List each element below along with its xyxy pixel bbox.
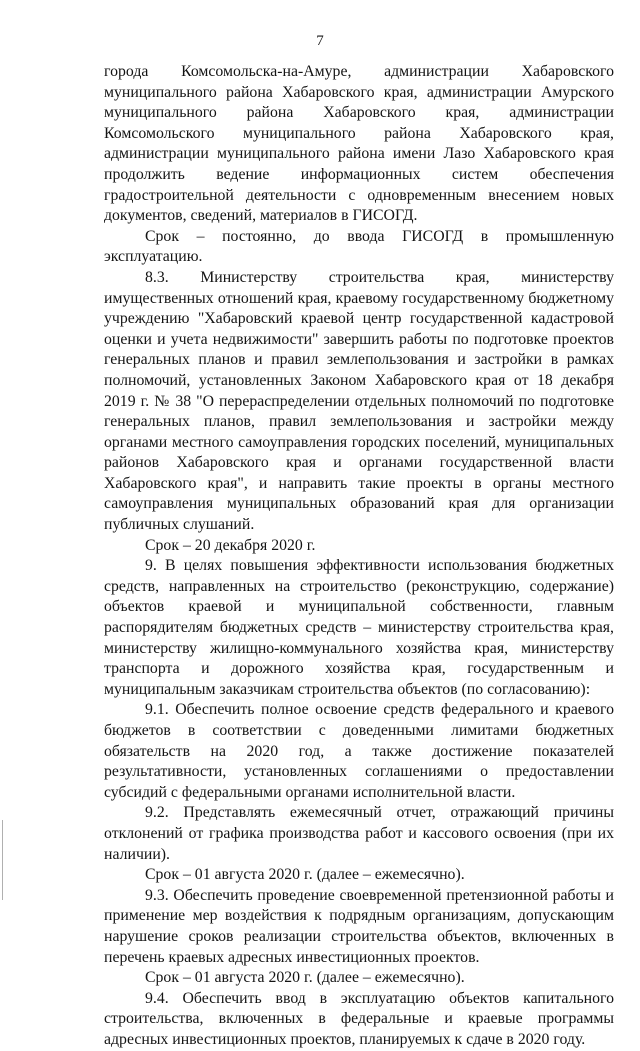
paragraph-9-2: 9.2. Представлять ежемесячный отчет, отражающий причины отклонений от графика производства работ и кассового освоения (при их наличии). [104,804,614,863]
paragraph-8-3: 8.3. Министерству строительства края, министерству имущественных отношений края, краевому государственному бюджетному учреждению "Хабаровский краевой центр государственной кадастровой оценки и учета недвижимости" завершить работы по подготовке проектов генеральных планов и правил землепользования и застройки в рамках полномочий, установленных Законом Хабаровского края от 18 декабря 2019 г. № 38 "О перераспределении отдельных полномочий по подготовке генеральных планов, правил землепользования и застройки между органами местного самоуправления городских поселений, муниципальных районов Хабаровского края и органами государственной власти Хабаровского края", и направить такие проекты в органы местного самоуправления муниципальных образований края для организации публичных слушаний. [104,268,614,534]
page-number: 7 [316,33,324,49]
paragraph-9-4: 9.4. Обеспечить ввод в эксплуатацию объектов капитального строительства, включенных в федеральные и краевые программы адресных инвестиционных проектов, планируемых к сдаче в 2020 году. [104,989,614,1048]
paragraph-9-1: 9.1. Обеспечить полное освоение средств федерального и краевого бюджетов в соответствии с доведенными лимитами бюджетных обязательств на 2020 год, а также достижение показателей результативности, установленных соглашениями о предоставлении субсидий с федеральными органами исполнительной власти. [104,701,614,801]
paragraph-deadline: Срок – постоянно, до ввода ГИСОГД в промышленную эксплуатацию. [104,227,614,266]
document-body [104,62,614,1051]
paragraph-deadline: Срок – 01 августа 2020 г. (далее – ежемесячно). [145,969,465,987]
paragraph-deadline: Срок – 01 августа 2020 г. (далее – ежемесячно). [145,866,465,884]
paragraph-continuation: города Комсомольска-на-Амуре, администрации Хабаровского муниципального района Хабаровского края, администрации Амурского муниципального района Хабаровского края, администрации Комсомольского муниципального района Хабаровского края, администрации муниципального района имени Лазо Хабаровского края продолжить ведение информационных систем обеспечения градостроительной деятельности с одновременным внесением новых документов, сведений, материалов в ГИСОГД. [104,63,614,225]
scan-edge-line [2,820,3,900]
paragraph-deadline: Срок – 20 декабря 2020 г. [145,536,316,554]
paragraph-9-3: 9.3. Обеспечить проведение своевременной претензионной работы и применение мер воздействия к подрядным организациям, допускающим нарушение сроков реализации строительства объектов, включенных в перечень краевых адресных инвестиционных проектов. [104,886,614,966]
paragraph-9: 9. В целях повышения эффективности использования бюджетных средств, направленных на строительство (реконструкцию, содержание) объектов краевой и муниципальной собственности, главным распорядителям бюджетных средств – министерству строительства края, министерству жилищно-коммунального хозяйства края, министерству транспорта и дорожного хозяйства края, государственным и муниципальным заказчикам строительства объектов (по согласованию): [104,557,614,698]
